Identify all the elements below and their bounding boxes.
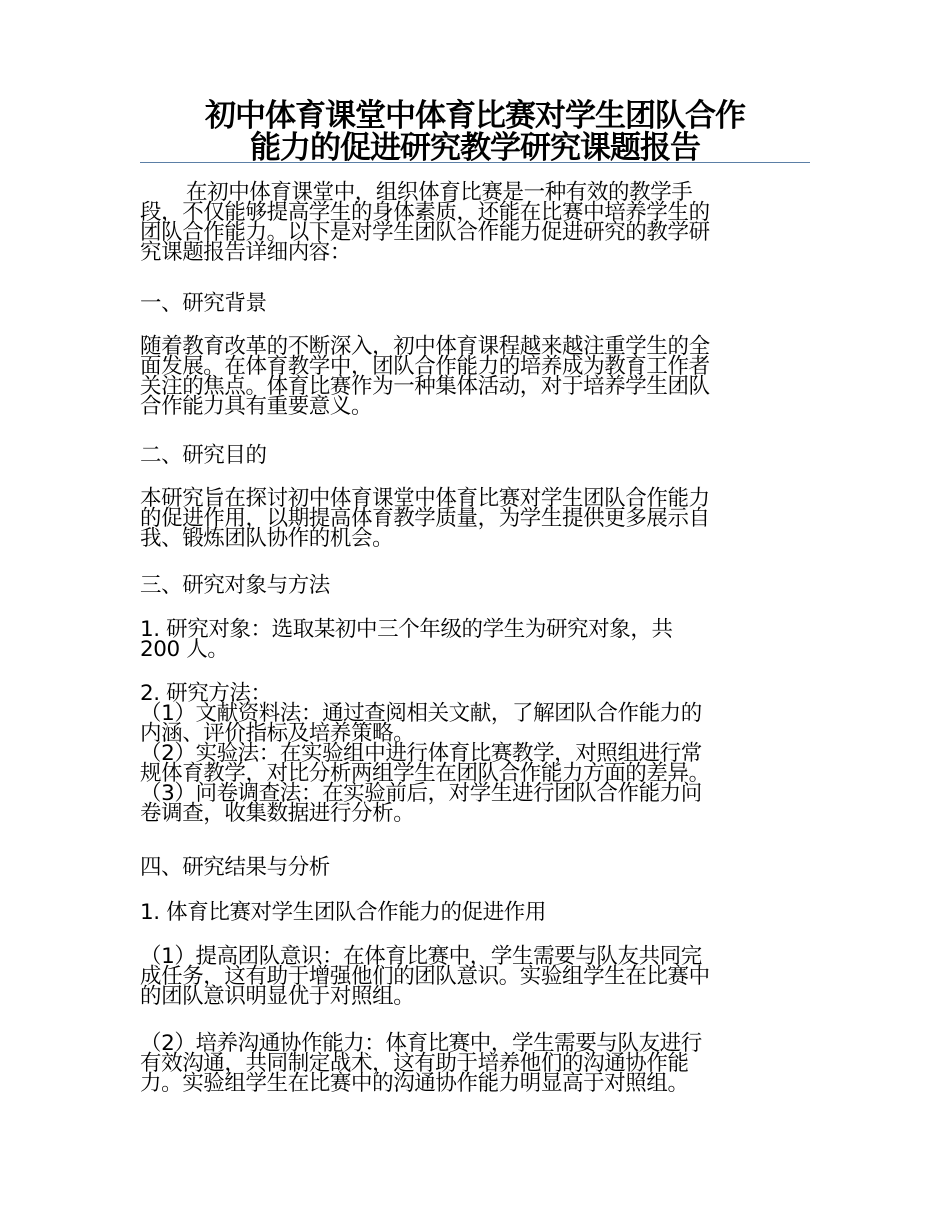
paragraph-line: 在初中体育课堂中，组织体育比赛是一种有效的教学手	[186, 180, 693, 205]
section-heading-background: 一、研究背景	[140, 291, 267, 316]
paragraph-line: 的促进作用，以期提高体育教学质量，为学生提供更多展示自	[140, 506, 710, 531]
paragraph-line: 随着教育改革的不断深入，初中体育课程越来越注重学生的全	[140, 334, 710, 359]
title-underline	[140, 162, 810, 163]
paragraph-line: 卷调查，收集数据进行分析。	[140, 801, 415, 826]
paragraph-line: 有效沟通，共同制定战术，这有助于培养他们的沟通协作能	[140, 1051, 689, 1076]
result-point-team-awareness	[140, 944, 810, 1009]
purpose-paragraph	[140, 486, 810, 551]
title-line: 初中体育课堂中体育比赛对学生团队合作	[205, 98, 745, 134]
title-line: 能力的促进研究教学研究课题报告	[250, 130, 700, 166]
section-heading-results: 四、研究结果与分析	[140, 855, 330, 880]
paragraph-line: （2）实验法：在实验组中进行体育比赛教学，对照组进行常	[140, 741, 702, 766]
intro-paragraph	[140, 180, 810, 265]
paragraph-line: 段，不仅能够提高学生的身体素质，还能在比赛中培养学生的	[140, 200, 710, 225]
paragraph-line: 成任务，这有助于增强他们的团队意识。实验组学生在比赛中	[140, 964, 710, 989]
research-methods-paragraph	[140, 681, 810, 826]
paragraph-line: 1. 研究对象：选取某初中三个年级的学生为研究对象，共	[140, 617, 673, 642]
section-heading-purpose: 二、研究目的	[140, 443, 267, 468]
paragraph-line: 团队合作能力。以下是对学生团队合作能力促进研究的教学研	[140, 220, 710, 245]
section-heading-methods: 三、研究对象与方法	[140, 573, 330, 598]
research-object-paragraph	[140, 617, 810, 662]
results-subheading: 1. 体育比赛对学生团队合作能力的促进作用	[140, 900, 546, 925]
paragraph-line: 合作能力具有重要意义。	[140, 394, 373, 419]
paragraph-line: （1）文献资料法：通过查阅相关文献，了解团队合作能力的	[140, 701, 702, 726]
background-paragraph	[140, 334, 810, 419]
paragraph-line: （3）问卷调查法：在实验前后，对学生进行团队合作能力问	[140, 781, 702, 806]
paragraph-line: 面发展。在体育教学中，团队合作能力的培养成为教育工作者	[140, 354, 710, 379]
paragraph-line: 的团队意识明显优于对照组。	[140, 984, 415, 1009]
paragraph-line: 200 人。	[140, 637, 229, 662]
paragraph-line: （1）提高团队意识：在体育比赛中，学生需要与队友共同完	[140, 944, 702, 969]
paragraph-line: 本研究旨在探讨初中体育课堂中体育比赛对学生团队合作能力	[140, 486, 710, 511]
paragraph-line: 规体育教学，对比分析两组学生在团队合作能力方面的差异。	[140, 761, 710, 786]
paragraph-line: 关注的焦点。体育比赛作为一种集体活动，对于培养学生团队	[140, 374, 710, 399]
paragraph-line: 我、锻炼团队协作的机会。	[140, 526, 394, 551]
paragraph-line: 内涵、评价指标及培养策略。	[140, 721, 415, 746]
paragraph-line: 力。实验组学生在比赛中的沟通协作能力明显高于对照组。	[140, 1071, 689, 1096]
result-point-communication	[140, 1031, 810, 1096]
paragraph-line: （2）培养沟通协作能力：体育比赛中，学生需要与队友进行	[140, 1031, 702, 1056]
document-title	[140, 100, 810, 164]
paragraph-line: 2. 研究方法：	[140, 681, 272, 706]
paragraph-line: 究课题报告详细内容：	[140, 240, 352, 265]
